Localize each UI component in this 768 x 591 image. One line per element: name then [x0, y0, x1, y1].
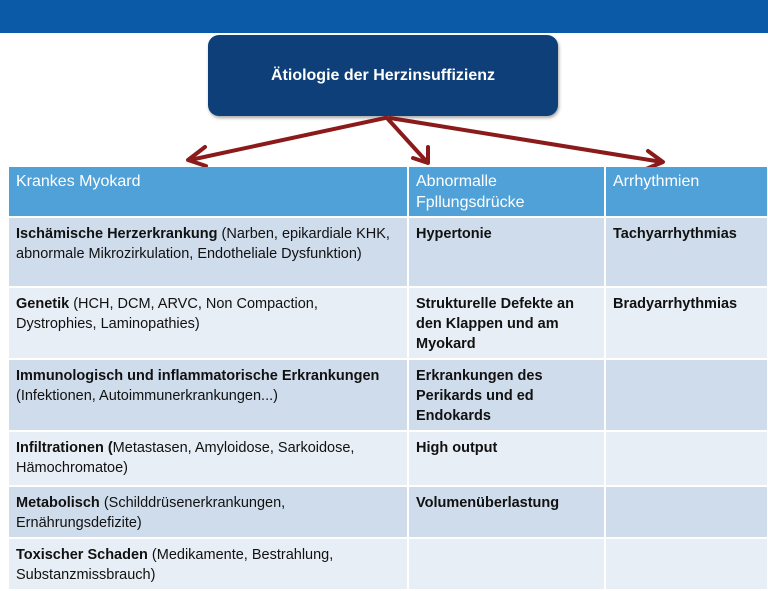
cell-arrhythmien: Bradyarrhythmias [605, 287, 768, 359]
cell-myokard-detail: (Narben, epikardiale KHK, abnormale Mikrozirkulation, Endotheliale Dysfunktion) [16, 226, 390, 262]
cell-drucke [408, 538, 605, 590]
cell-myokard-detail: (HCH, DCM, ARVC, Non Compaction, Dystrophies, Laminopathies) [16, 296, 318, 332]
cell-arrhythmien: Tachyarrhythmias [605, 217, 768, 287]
cell-myokard [9, 359, 408, 431]
cell-myokard [9, 217, 408, 287]
cell-myokard-detail: (Medikamente, Bestrahlung, Substanzmissbrauch) [16, 547, 334, 583]
cell-drucke: High output [408, 431, 605, 486]
diagram-title: Ätiologie der Herzinsuffizienz [270, 66, 495, 84]
table-row [9, 486, 768, 538]
header-arrhythmien: Arrhythmien [605, 167, 768, 217]
etiology-table [9, 167, 768, 591]
cell-myokard [9, 287, 408, 359]
cell-drucke: Erkrankungen des Perikards und ed Endokards [408, 359, 605, 431]
header-drucke: Abnormalle Fpllungsdrücke [408, 167, 605, 217]
arrow-arrhythmien [390, 118, 662, 162]
cell-myokard-detail: Metastasen, Amyloidose, Sarkoidose, Hämochromatoe) [16, 440, 355, 476]
table-row [9, 431, 768, 486]
arrowhead-drucke [413, 147, 428, 163]
cell-arrhythmien [605, 431, 768, 486]
cell-arrhythmien [605, 359, 768, 431]
cell-myokard-detail: (Infektionen, Autoimmunerkrankungen...) [16, 388, 278, 404]
cell-myokard [9, 431, 408, 486]
arrow-drucke [387, 118, 427, 162]
title-box [208, 35, 558, 116]
cell-myokard-bold: Toxischer Schaden [16, 547, 148, 563]
table-row [9, 217, 768, 287]
cell-myokard [9, 538, 408, 590]
cell-myokard-bold: Immunologisch und inflammatorische Erkrankungen [16, 368, 380, 384]
cell-myokard-detail: (Schilddrüsenerkrankungen, Ernährungsdefizite) [16, 495, 286, 531]
cell-drucke: Volumenüberlastung [408, 486, 605, 538]
arrow-myokard [190, 118, 385, 160]
table-row [9, 359, 768, 431]
cell-drucke: Strukturelle Defekte an den Klappen und am Myokard [408, 287, 605, 359]
table-header-row [9, 167, 768, 217]
cell-myokard-bold: Ischämische Herzerkrankung [16, 226, 218, 242]
header-myokard: Krankes Myokard [9, 167, 408, 217]
cell-myokard [9, 486, 408, 538]
top-banner [0, 0, 768, 33]
cell-myokard-bold: Metabolisch [16, 495, 100, 511]
arrowhead-myokard [188, 147, 206, 166]
cell-myokard-bold: Infiltrationen ( [16, 440, 113, 456]
cell-myokard-bold: Genetik [16, 296, 70, 312]
table-row [9, 287, 768, 359]
cell-arrhythmien [605, 486, 768, 538]
cell-arrhythmien [605, 538, 768, 590]
table-row [9, 538, 768, 590]
cell-drucke: Hypertonie [408, 217, 605, 287]
